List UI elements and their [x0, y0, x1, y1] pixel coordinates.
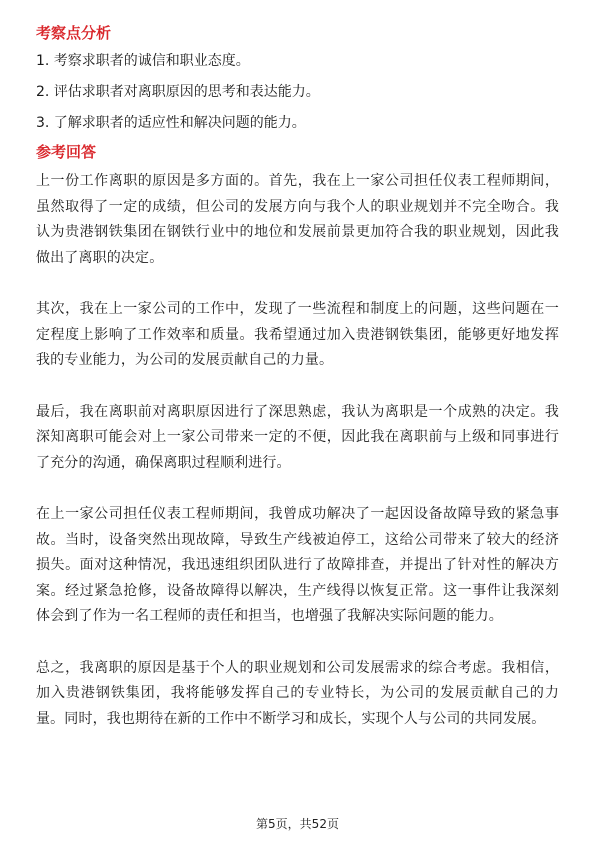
answer-heading: 参考回答 [36, 143, 97, 161]
analysis-item-2: 2. 评估求职者对离职原因的思考和表达能力。 [36, 84, 320, 100]
answer-paragraph-3: 最后，我在离职前对离职原因进行了深思熟虑，我认为离职是一个成熟的决定。我深知离职可能会对上一家公司带来一定的不便，因此我在离职前与上级和同事进行了充分的沟通，确保离职过程顺利进行。 [36, 403, 559, 471]
analysis-item-1: 1. 考察求职者的诚信和职业态度。 [36, 53, 250, 69]
page-number: 第5页，共52页 [256, 817, 339, 831]
answer-paragraph-1: 上一份工作离职的原因是多方面的。首先，我在上一家公司担任仪表工程师期间，虽然取得了一定的成绩，但公司的发展方向与我个人的职业规划并不完全吻合。我认为贵港钢铁集团在钢铁行业中的地位和发展前景更加符合我的职业规划，因此我做出了离职的决定。 [36, 173, 559, 266]
analysis-heading: 考察点分析 [36, 24, 112, 42]
answer-paragraph-5: 总之，我离职的原因是基于个人的职业规划和公司发展需求的综合考虑。我相信，加入贵港钢铁集团，我将能够发挥自己的专业特长，为公司的发展贡献自己的力量。同时，我也期待在新的工作中不断学习和成长，实现个人与公司的共同发展。 [36, 659, 559, 727]
answer-body [36, 169, 559, 732]
analysis-item-3: 3. 了解求职者的适应性和解决问题的能力。 [36, 115, 306, 131]
answer-paragraph-2: 其次，我在上一家公司的工作中，发现了一些流程和制度上的问题，这些问题在一定程度上影响了工作效率和质量。我希望通过加入贵港钢铁集团，能够更好地发挥我的专业能力，为公司的发展贡献自己的力量。 [36, 301, 559, 368]
answer-paragraph-4: 在上一家公司担任仪表工程师期间，我曾成功解决了一起因设备故障导致的紧急事故。当时，设备突然出现故障，导致生产线被迫停工，这给公司带来了较大的经济损失。面对这种情况，我迅速组织团队进行了故障排查，并提出了针对性的解决方案。经过紧急抢修，设备故障得以解决，生产线得以恢复正常。这一事件让我深刻体会到了作为一名工程师的责任和担当，也增强了我解决实际问题的能力。 [36, 506, 559, 624]
page-content [36, 22, 559, 732]
